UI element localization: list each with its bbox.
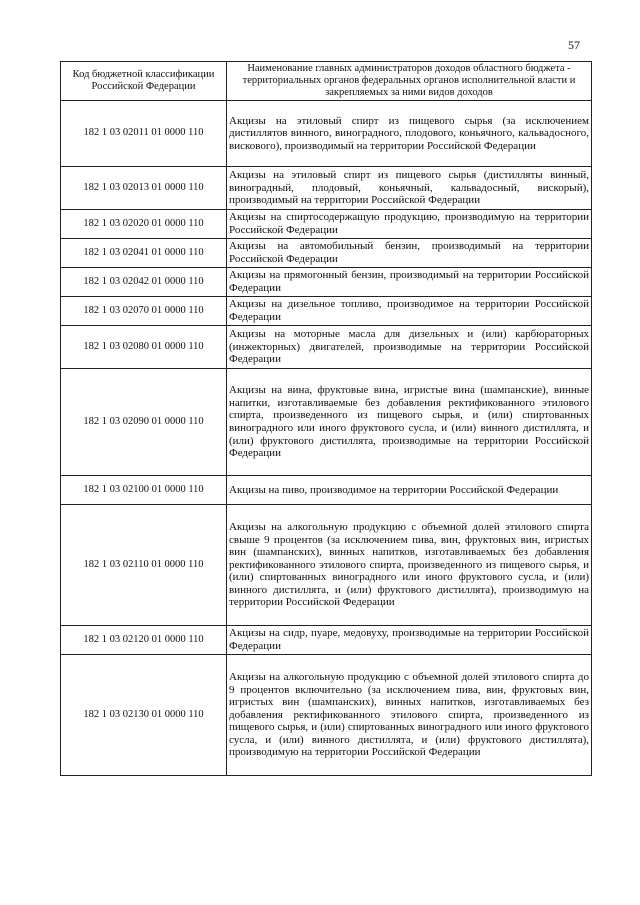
budget-code-cell: 182 1 03 02042 01 0000 110: [61, 268, 227, 297]
revenue-name-cell: Акцизы на прямогонный бензин, производимый на территории Российской Федерации: [227, 268, 592, 297]
revenue-name-cell: Акцизы на пиво, производимое на территории Российской Федерации: [227, 476, 592, 505]
budget-code-cell: 182 1 03 02070 01 0000 110: [61, 297, 227, 326]
table-row: [61, 655, 592, 776]
table-row: [61, 239, 592, 268]
budget-code-cell: 182 1 03 02120 01 0000 110: [61, 626, 227, 655]
budget-code-cell: 182 1 03 02020 01 0000 110: [61, 210, 227, 239]
table-row: [61, 167, 592, 210]
table-row: [61, 268, 592, 297]
budget-code-cell: 182 1 03 02041 01 0000 110: [61, 239, 227, 268]
table-row: [61, 297, 592, 326]
table-row: [61, 369, 592, 476]
revenue-name-cell: Акцизы на сидр, пуаре, медовуху, производимые на территории Российской Федерации: [227, 626, 592, 655]
table-header-row: [61, 62, 592, 101]
budget-code-cell: 182 1 03 02110 01 0000 110: [61, 505, 227, 626]
revenue-administrators-table: [60, 61, 592, 776]
page-number: 57: [568, 38, 580, 52]
revenue-name-cell: Акцизы на моторные масла для дизельных и (или) карбюраторных (инжекторных) двигателей, производимые на территории Российской Федерации: [227, 326, 592, 369]
revenue-name-cell: Акцизы на вина, фруктовые вина, игристые вина (шампанские), винные напитки, изготавливаемые без добавления ректификованного этилового спирта, произведенного из пищевого сырья, и (или) спиртованных виноградного или иного фруктового сусла, и (или) винного дистиллята, и (или) фруктового дистиллята, производимые на территории Российской Федерации: [227, 369, 592, 476]
budget-code-cell: 182 1 03 02130 01 0000 110: [61, 655, 227, 776]
revenue-name-cell: Акцизы на автомобильный бензин, производимый на территории Российской Федерации: [227, 239, 592, 268]
revenue-name-cell: Акцизы на алкогольную продукцию с объемной долей этилового спирта до 9 процентов включительно (за исключением пива, вин, фруктовых вин, игристых вин (шампанских), винных напитков, изготавливаемых без добавления ректификованного этилового спирта, произведенного из пищевого сырья, и (или) спиртованных виноградного или иного фруктового сусла, и (или) винного дистиллята, и (или) фруктового дистиллята), производимую на территории Российской Федерации: [227, 655, 592, 776]
header-administrator-name: Наименование главных администраторов доходов областного бюджета - территориальных органов федеральных органов исполнительной власти и закрепляемых за ними видов доходов: [227, 62, 592, 101]
budget-code-cell: 182 1 03 02090 01 0000 110: [61, 369, 227, 476]
revenue-name-cell: Акцизы на этиловый спирт из пищевого сырья (дистилляты винный, виноградный, плодовый, коньячный, кальвадосный, вискорый), производимый на территории Российской Федерации: [227, 167, 592, 210]
revenue-name-cell: Акцизы на дизельное топливо, производимое на территории Российской Федерации: [227, 297, 592, 326]
budget-code-cell: 182 1 03 02011 01 0000 110: [61, 101, 227, 167]
budget-code-cell: 182 1 03 02080 01 0000 110: [61, 326, 227, 369]
revenue-name-cell: Акцизы на алкогольную продукцию с объемной долей этилового спирта свыше 9 процентов (за исключением пива, вин, фруктовых вин, игристых вин (шампанских), винных напитков, изготавливаемых без добавления ректификованного этилового спирта, произведенного из пищевого сырья, и (или) спиртованных виноградного или иного фруктового сусла, и (или) винного дистиллята, и (или) фруктового дистиллята), производимую на территории Российской Федерации: [227, 505, 592, 626]
table-row: [61, 476, 592, 505]
table-row: [61, 505, 592, 626]
budget-code-cell: 182 1 03 02013 01 0000 110: [61, 167, 227, 210]
table-row: [61, 101, 592, 167]
budget-code-cell: 182 1 03 02100 01 0000 110: [61, 476, 227, 505]
table-row: [61, 326, 592, 369]
header-budget-code: Код бюджетной классификации Российской Федерации: [61, 62, 227, 101]
revenue-name-cell: Акцизы на спиртосодержащую продукцию, производимую на территории Российской Федерации: [227, 210, 592, 239]
table-row: [61, 626, 592, 655]
revenue-name-cell: Акцизы на этиловый спирт из пищевого сырья (за исключением дистиллятов винного, виноградного, плодового, коньячного, кальвадосного, вискового), производимый на территории Российской Федерации: [227, 101, 592, 167]
table-row: [61, 210, 592, 239]
